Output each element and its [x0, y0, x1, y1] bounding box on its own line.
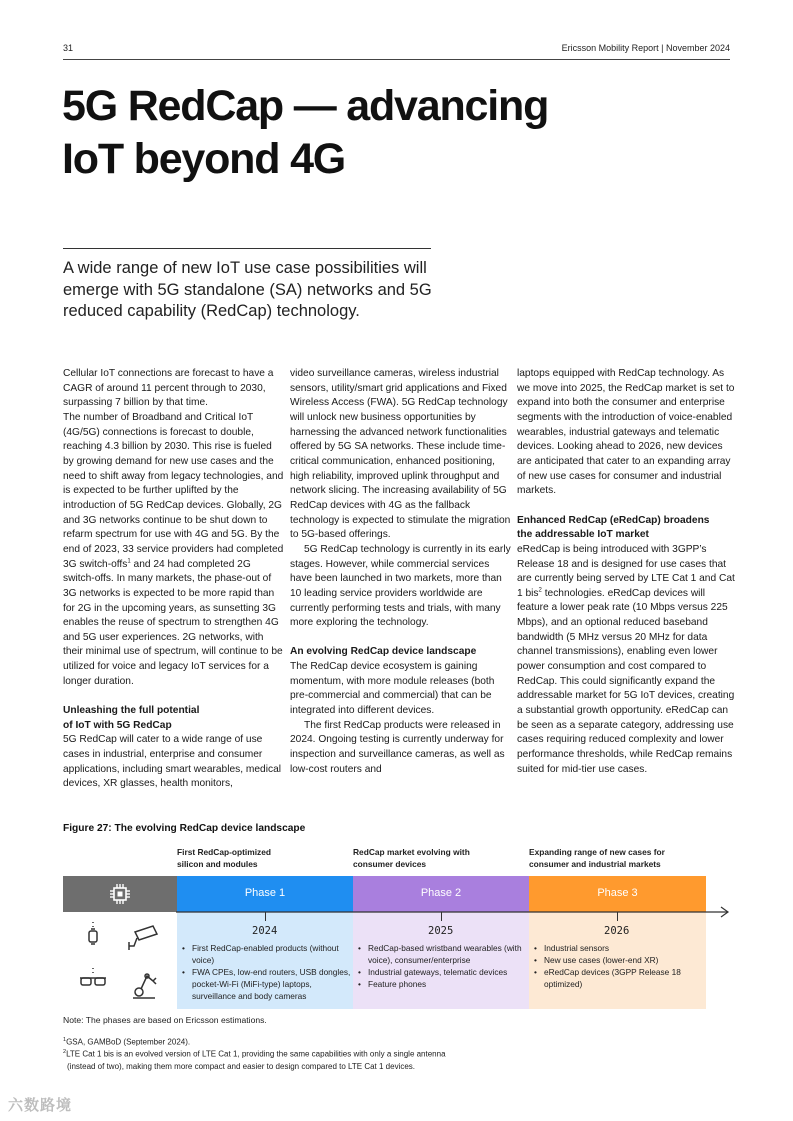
- col1-paragraph-1: Cellular IoT connections are forecast to have a CAGR of around 11 percent through to 2030, surpassing 7 billion by that time.: [63, 368, 274, 409]
- footnote-1-mark: 1: [63, 1037, 67, 1043]
- year-2025: 2025: [428, 925, 454, 937]
- col1-heading: [63, 704, 285, 733]
- col1-p2-text-a: The number of Broadband and Critical IoT (4G/5G) connections is forecast to double, reaching 4.3 billion by 2030. This rise is fueled by growing demand for new use cases and the need to shift away from legacy technologies, and is expected to be further uplifted by the introduction of 5G RedCap devices. Globally, 2G and 3G networks continue to be shut down to refarm spectrum for use with 4G and 5G. By the end of 2023, 33 service providers had completed 3G switch-offs: [63, 411, 284, 570]
- chip-icon: [109, 883, 131, 905]
- col2-paragraph-3: The RedCap device ecosystem is gaining momentum, with more module releases (both pre-commercial and commercial) that can be integrated into different devices.: [290, 661, 495, 717]
- phase-2-caption-line-2: consumer devices: [353, 859, 427, 869]
- subtitle-rule: [63, 248, 431, 249]
- list-item: • Feature phones: [358, 978, 526, 990]
- list-item: • RedCap-based wristband wearables (with voice), consumer/enterprise: [358, 942, 526, 966]
- list-item: • New use cases (lower-end XR): [534, 954, 702, 966]
- list-item: • Industrial sensors: [534, 942, 702, 954]
- figure-title: Figure 27: The evolving RedCap device landscape: [63, 823, 306, 834]
- phase-1-caption-line-1: First RedCap-optimized: [177, 847, 271, 857]
- figure-note: Note: The phases are based on Ericsson estimations.: [63, 1015, 267, 1025]
- col3-p2-text-a: eRedCap is being introduced with 3GPP’s Release 18 and is designed for use cases that are currently being served by LTE Cat 1 and Cat 1 bis: [517, 543, 735, 599]
- list-item: • eRedCap devices (3GPP Release 18 optimized): [534, 966, 702, 990]
- footnote-ref-2: 2: [538, 587, 542, 594]
- phase-2-caption-line-1: RedCap market evolving with: [353, 847, 470, 857]
- phase-3-caption-line-2: consumer and industrial markets: [529, 859, 661, 869]
- footnote-2-line-1: LTE Cat 1 bis is an evolved version of LTE Cat 1, providing the same capabilities with only a single antenna: [66, 1049, 446, 1059]
- device-icons: [63, 912, 177, 1009]
- year-2024: 2024: [252, 925, 278, 937]
- report-name: Ericsson Mobility Report | November 2024: [561, 43, 730, 53]
- col1-paragraph-3: 5G RedCap will cater to a wide range of use cases in industrial, enterprise and consumer applications, including smart wearables, medical devices, XR glasses, health monitors,: [63, 734, 282, 790]
- col1-paragraph-2: [63, 411, 285, 689]
- col2-heading: An evolving RedCap device landscape: [290, 646, 477, 658]
- smartwatch-icon: [89, 922, 97, 944]
- col2-paragraph-2: 5G RedCap technology is currently in its early stages. However, while commercial services have been launched in two markets, more than 10 leading service providers worldwide are currently performing tests and trials, with many more exploring the technology.: [290, 543, 511, 629]
- phase-1-bar: Phase 1: [177, 876, 353, 912]
- col1-heading-line-1: Unleashing the full potential: [63, 705, 200, 717]
- phase-1-caption: [177, 846, 347, 870]
- chip-bar: [63, 876, 177, 912]
- robot-arm-icon: [133, 974, 156, 998]
- col3-heading-line-1: Enhanced RedCap (eRedCap) broadens: [517, 514, 710, 526]
- list-item: • FWA CPEs, low-end routers, USB dongles, pocket-Wi-Fi (MiFi-type) laptops, surveillance and body cameras: [182, 966, 352, 1002]
- device-icons-panel: [63, 912, 177, 1009]
- col3-p2-text-b: technologies. eRedCap devices will feature a lower peak rate (10 Mbps versus 225 Mbps), and an optional reduced baseband bandwidth (5 MHz versus 20 MHz for data channel transmissions), enabling even lower power consumption and cost compared to RedCap. This could significantly expand the addressable market for 5G IoT devices, creating a substantial growth opportunity. eRedCap can be seen as a separate category, addressing use cases requiring reduced complexity and lower performance thresholds, while RedCap remains suited for mid-tier use cases.: [517, 587, 735, 775]
- tick-2024: [265, 912, 266, 921]
- col2-paragraph-1: video surveillance cameras, wireless industrial sensors, utility/smart grid applications and Fixed Wireless Access (FWA). 5G RedCap technology will unlock new business opportunities by harnessing the advanced network functionalities offered by 5G SA networks. These include time-critical communication, enhanced positioning, high reliability, improved uplink throughput and network slicing. The increasing availability of 5G RedCap devices with 4G as the fallback technology is expected to stimulate the migration to 5G-based offerings.: [290, 368, 511, 541]
- phase-1-bullets: [182, 942, 352, 1002]
- year-2026: 2026: [604, 925, 630, 937]
- footnote-2: [63, 1046, 523, 1073]
- watermark: 六数路境: [8, 1097, 73, 1114]
- phase-1-caption-line-2: silicon and modules: [177, 859, 258, 869]
- phase-3-bar: Phase 3: [529, 876, 706, 912]
- col2-paragraph-4: The first RedCap products were released in 2024. Ongoing testing is currently underway for inspection and surveillance cameras, as well as low-cost routers and: [290, 719, 505, 775]
- phase-2-caption: [353, 846, 523, 870]
- col3-paragraph-2: [517, 543, 739, 778]
- subtitle: A wide range of new IoT use case possibilities will emerge with 5G standalone (SA) networks and 5G reduced capability (RedCap) technology.: [63, 259, 432, 320]
- col1-p2-text-b: and 24 had completed 2G switch-offs. In many markets, the phase-out of 3G networks is expected to be more rapid than for 2G in the upcoming years, as sunsetting 3G enables the reuse of spectrum to strengthen 4G and 5G user experiences. 2G networks, with their minimal use of spectrum, will continue to be utilized for voice and legacy IoT services for a longer duration.: [63, 558, 283, 687]
- col1-heading-line-2: of IoT with 5G RedCap: [63, 719, 172, 731]
- body-column-3: [517, 367, 739, 777]
- footnote-2-mark: 2: [63, 1049, 67, 1055]
- col3-heading: [517, 514, 739, 543]
- phase-3-caption: [529, 846, 699, 870]
- page-title: [62, 80, 702, 186]
- title-line-1: 5G RedCap — advancing: [62, 82, 549, 130]
- body-column-1: [63, 367, 285, 792]
- list-item: • First RedCap-enabled products (without voice): [182, 942, 352, 966]
- body-column-2: [290, 367, 512, 777]
- header-rule: [63, 59, 730, 60]
- title-line-2: IoT beyond 4G: [62, 135, 346, 183]
- footnote-1-text: GSA, GAMBoD (September 2024).: [66, 1037, 191, 1047]
- phase-3-bullets: [534, 942, 702, 990]
- page-number: 31: [63, 43, 74, 53]
- phase-2-bar: Phase 2: [353, 876, 529, 912]
- tick-2026: [617, 912, 618, 921]
- timeline-arrow: [176, 905, 732, 919]
- footnote-2-line-2: (instead of two), making them more compact and easier to design compared to LTE Cat 1 devices.: [67, 1061, 416, 1071]
- list-item: • Industrial gateways, telematic devices: [358, 966, 526, 978]
- camera-icon: [129, 926, 157, 950]
- footnote-ref-1: 1: [127, 558, 131, 565]
- phase-2-bullets: [358, 942, 526, 990]
- xr-glasses-icon: [80, 968, 106, 985]
- col3-paragraph-1: laptops equipped with RedCap technology. As we move into 2025, the RedCap market is set to expand into both the consumer and enterprise segments with the introduction of voice-enabled wearables, industrial gateways and telematic devices. Looking ahead to 2026, new devices are anticipated that cater to an expanding array of new use cases for consumer and industrial markets.: [517, 368, 735, 497]
- col3-heading-line-2: the addressable IoT market: [517, 529, 649, 541]
- tick-2025: [441, 912, 442, 921]
- phase-3-caption-line-1: Expanding range of new cases for: [529, 847, 665, 857]
